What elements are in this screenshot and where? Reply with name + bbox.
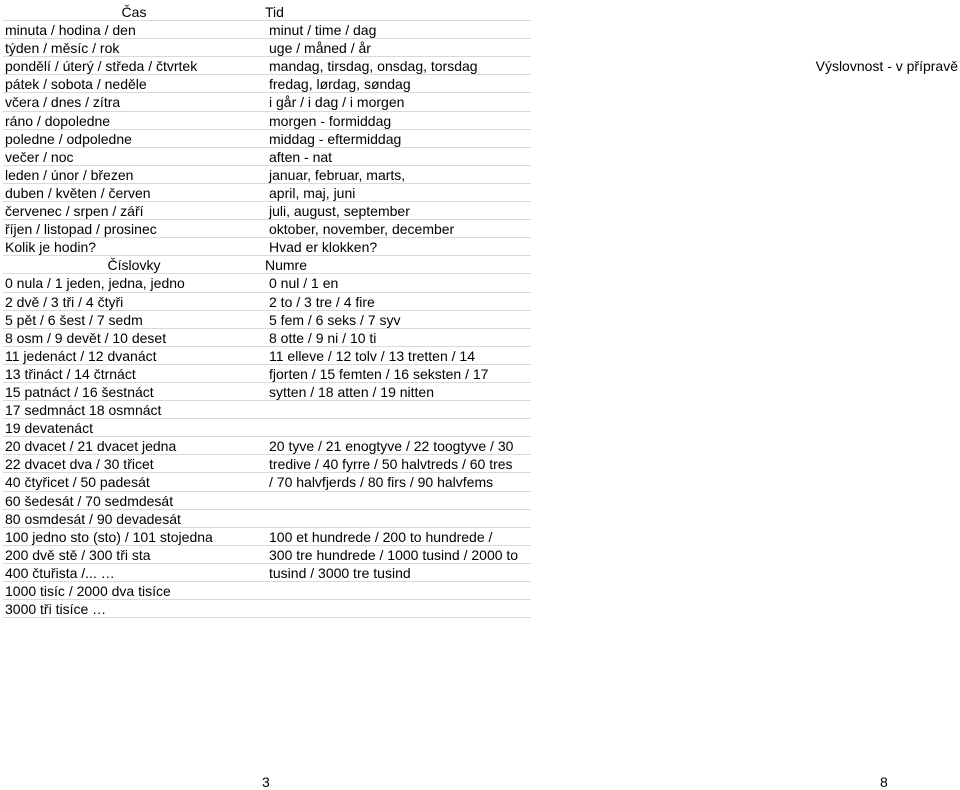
danish-term: Hvad er klokken?: [269, 239, 378, 256]
danish-term: sytten / 18 atten / 19 nitten: [269, 383, 434, 400]
table-row: [3, 93, 531, 111]
table-row: [3, 473, 531, 491]
table-row: [3, 75, 531, 93]
danish-term: i går / i dag / i morgen: [269, 94, 405, 111]
page-number-right: 8: [880, 774, 888, 790]
table-row: [3, 238, 531, 256]
danish-term: fjorten / 15 femten / 16 seksten / 17: [269, 365, 489, 382]
table-row: [3, 148, 531, 166]
czech-term: 1000 tisíc / 2000 dva tisíce: [5, 583, 171, 599]
table-row: [3, 293, 531, 311]
table-row: [3, 401, 531, 419]
time-section-header: [3, 3, 531, 21]
table-row: [3, 21, 531, 39]
table-row: [3, 419, 531, 437]
table-row: [3, 365, 531, 383]
table-row: [3, 564, 531, 582]
table-row: [3, 202, 531, 220]
czech-term: Kolik je hodin?: [5, 239, 97, 256]
pronunciation-note: Výslovnost - v přípravě: [815, 58, 958, 74]
czech-term: 2 dvě / 3 tři / 4 čtyři: [5, 293, 124, 310]
czech-term: 22 dvacet dva / 30 třicet: [5, 456, 154, 473]
table-row: [3, 347, 531, 365]
table-row: [3, 600, 531, 618]
table-row: [3, 492, 531, 510]
danish-term: juli, august, september: [269, 203, 410, 220]
czech-term: 40 čtyřicet / 50 padesát: [5, 474, 150, 491]
danish-term: aften - nat: [269, 148, 333, 165]
danish-term: 100 et hundrede / 200 to hundrede /: [269, 528, 493, 545]
czech-term: duben / květen / červen: [5, 184, 151, 201]
danish-term: [265, 582, 529, 599]
table-row: [3, 166, 531, 184]
czech-term: poledne / odpoledne: [5, 130, 132, 147]
czech-term: 19 devatenáct: [5, 420, 93, 437]
table-row: [3, 546, 531, 564]
danish-term: 0 nul / 1 en: [269, 275, 339, 292]
czech-term: minuta / hodina / den: [5, 22, 136, 39]
danish-term: 20 tyve / 21 enogtyve / 22 toogtyve / 30: [269, 438, 514, 455]
czech-term: 11 jedenáct / 12 dvanáct: [5, 347, 157, 364]
czech-term: 13 třináct / 14 čtrnáct: [5, 365, 136, 382]
danish-term: / 70 halvfjerds / 80 firs / 90 halvfems: [269, 474, 494, 491]
table-row: [3, 510, 531, 528]
czech-term: 80 osmdesát / 90 devadesát: [5, 510, 181, 527]
danish-term: [265, 492, 529, 509]
table-row: [3, 274, 531, 292]
danish-term: [265, 510, 529, 527]
danish-term: [265, 401, 529, 418]
czech-term: říjen / listopad / prosinec: [5, 221, 157, 238]
czech-term: pátek / sobota / neděle: [5, 76, 147, 93]
danish-term: 8 otte / 9 ni / 10 ti: [269, 329, 377, 346]
danish-term: tredive / 40 fyrre / 50 halvtreds / 60 tres: [269, 456, 513, 473]
table-row: [3, 184, 531, 202]
table-row: [3, 455, 531, 473]
danish-term: fredag, lørdag, søndag: [269, 76, 411, 93]
table-row: [3, 220, 531, 238]
czech-term: 20 dvacet / 21 dvacet jedna: [5, 438, 177, 455]
danish-term: 11 elleve / 12 tolv / 13 tretten / 14: [269, 347, 475, 364]
table-row: [3, 130, 531, 148]
danish-term: minut / time / dag: [269, 22, 377, 39]
numbers-section-header: [3, 256, 531, 274]
czech-term: včera / dnes / zítra: [5, 94, 121, 111]
czech-term: červenec / srpen / září: [5, 203, 144, 220]
czech-term: pondělí / úterý / středa / čtvrtek: [5, 58, 198, 75]
czech-term: 100 jedno sto (sto) / 101 stojedna: [5, 528, 213, 545]
danish-term: tusind / 3000 tre tusind: [269, 564, 411, 581]
danish-term: april, maj, juni: [269, 184, 356, 201]
table-row: [3, 57, 531, 75]
danish-header: Numre: [265, 257, 308, 274]
czech-term: 60 šedesát / 70 sedmdesát: [5, 492, 174, 509]
danish-term: uge / måned / år: [269, 40, 371, 57]
page-number-left: 3: [262, 774, 270, 790]
table-row: [3, 311, 531, 329]
table-row: [3, 383, 531, 401]
czech-header: Čas: [121, 4, 147, 20]
danish-term: [265, 419, 529, 436]
czech-term: 8 osm / 9 devět / 10 deset: [5, 329, 167, 346]
czech-term: 200 dvě stě / 300 tři sta: [5, 546, 151, 563]
danish-term: mandag, tirsdag, onsdag, torsdag: [269, 58, 478, 75]
time-rows: [3, 21, 531, 256]
danish-term: 2 to / 3 tre / 4 fire: [269, 293, 375, 310]
czech-term: 3000 tři tisíce …: [5, 601, 107, 618]
vocabulary-sheet: [3, 3, 531, 618]
danish-term: 300 tre hundrede / 1000 tusind / 2000 to: [269, 546, 519, 563]
table-row: [3, 582, 531, 600]
table-row: [3, 329, 531, 347]
czech-header: Číslovky: [107, 257, 161, 274]
table-row: [3, 528, 531, 546]
czech-term: týden / měsíc / rok: [5, 40, 120, 57]
table-row: [3, 112, 531, 130]
danish-header: Tid: [265, 4, 284, 20]
table-row: [3, 437, 531, 455]
czech-term: večer / noc: [5, 148, 74, 165]
table-row: [3, 39, 531, 57]
czech-term: leden / únor / březen: [5, 166, 134, 183]
danish-term: oktober, november, december: [269, 221, 455, 238]
czech-term: 17 sedmnáct 18 osmnáct: [5, 402, 162, 419]
danish-term: januar, februar, marts,: [269, 166, 406, 183]
danish-term: [265, 600, 529, 617]
czech-term: 0 nula / 1 jeden, jedna, jedno: [5, 275, 185, 292]
danish-term: morgen - formiddag: [269, 112, 392, 129]
number-rows: [3, 274, 531, 618]
czech-term: 400 čtuřista /... …: [5, 564, 115, 581]
czech-term: 5 pět / 6 šest / 7 sedm: [5, 311, 143, 328]
czech-term: ráno / dopoledne: [5, 112, 111, 129]
danish-term: middag - eftermiddag: [269, 130, 402, 147]
danish-term: 5 fem / 6 seks / 7 syv: [269, 311, 401, 328]
czech-term: 15 patnáct / 16 šestnáct: [5, 383, 154, 400]
